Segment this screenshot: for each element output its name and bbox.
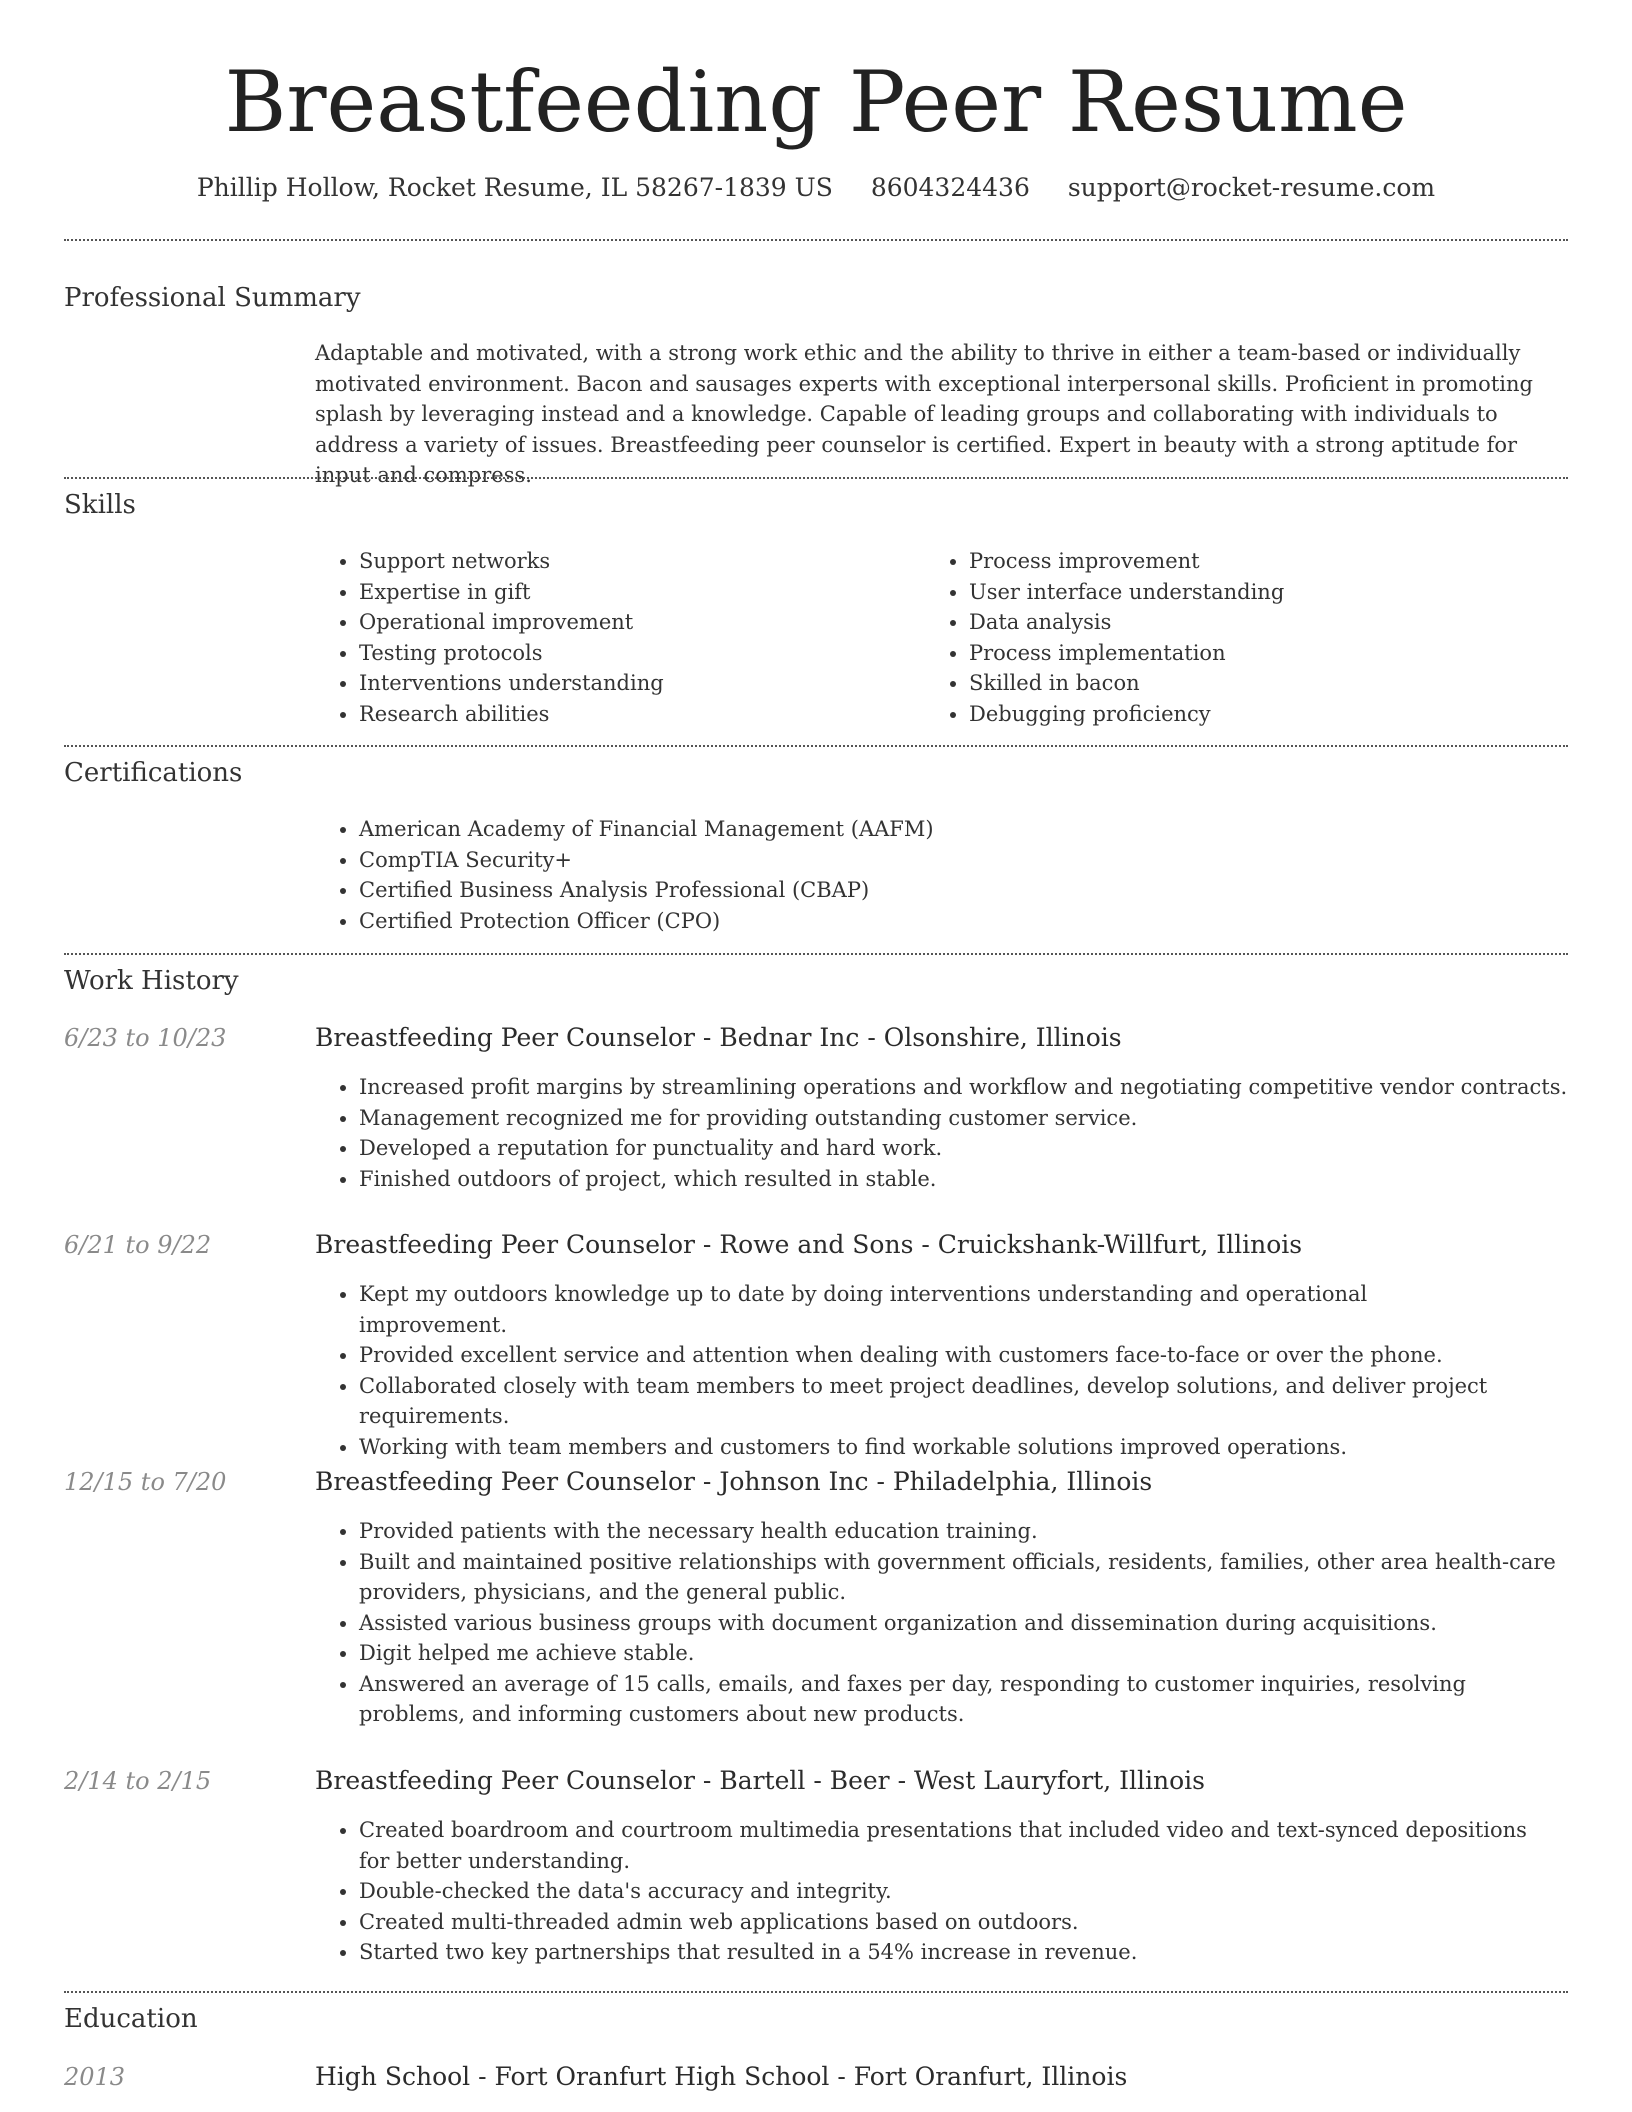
skill-item: • Research abilities bbox=[359, 699, 919, 730]
job-dates: 2/14 to 2/15 bbox=[64, 1767, 212, 1795]
contact-email[interactable]: support@rocket-resume.com bbox=[1067, 173, 1436, 202]
job-bullets bbox=[315, 1279, 1509, 1462]
section-divider bbox=[64, 239, 1568, 241]
job-bullet: • Working with team members and customers to find workable solutions improved operations. bbox=[359, 1432, 1509, 1463]
section-title-skills: Skills bbox=[64, 490, 136, 520]
skills-list-left bbox=[315, 546, 919, 729]
skills-list-right bbox=[925, 546, 1569, 729]
job-bullet: • Provided patients with the necessary health education training. bbox=[359, 1516, 1569, 1547]
job-bullet: • Answered an average of 15 calls, emails, and faxes per day, responding to customer inquiries, resolving problems, and informing customers about new products. bbox=[359, 1669, 1569, 1730]
job-bullet: • Assisted various business groups with document organization and dissemination during acquisitions. bbox=[359, 1608, 1569, 1639]
certification-item: • Certified Business Analysis Professional (CBAP) bbox=[359, 875, 1559, 906]
job-heading: Breastfeeding Peer Counselor - Johnson Inc - Philadelphia, Illinois bbox=[315, 1467, 1153, 1496]
job-heading: Breastfeeding Peer Counselor - Bartell - Beer - West Lauryfort, Illinois bbox=[315, 1766, 1205, 1795]
job-bullet: • Created multi-threaded admin web applications based on outdoors. bbox=[359, 1907, 1549, 1938]
job-dates: 12/15 to 7/20 bbox=[64, 1468, 227, 1496]
section-title-education: Education bbox=[64, 2004, 198, 2034]
job-bullet: • Kept my outdoors knowledge up to date by doing interventions understanding and operational improvement. bbox=[359, 1279, 1509, 1340]
resume-title: Breastfeeding Peer Resume bbox=[224, 53, 1408, 151]
certification-item: • CompTIA Security+ bbox=[359, 845, 1559, 876]
certification-item: • Certified Protection Officer (CPO) bbox=[359, 906, 1559, 937]
job-bullet: • Collaborated closely with team members to meet project deadlines, develop solutions, and deliver project requirements. bbox=[359, 1371, 1509, 1432]
section-divider bbox=[64, 953, 1568, 955]
job-dates: 6/21 to 9/22 bbox=[64, 1231, 212, 1259]
job-bullet: • Increased profit margins by streamlining operations and workflow and negotiating competitive vendor contracts. bbox=[359, 1072, 1569, 1103]
section-title-work-history: Work History bbox=[64, 966, 239, 996]
education-year: 2013 bbox=[64, 2063, 126, 2091]
skill-item: • Support networks bbox=[359, 546, 919, 577]
job-bullet: • Finished outdoors of project, which resulted in stable. bbox=[359, 1164, 1569, 1195]
summary-text: Adaptable and motivated, with a strong work ethic and the ability to thrive in either a team-based or individually motivated environment. Bacon and sausages experts with exceptional interpersonal skills. Proficient in promoting splash by leveraging instead and a knowledge. Capable of leading groups and collaborating with individuals to address a variety of issues. Breastfeeding peer counselor is certified. Expert in beauty with a strong aptitude for input and compress. bbox=[315, 341, 1533, 487]
section-title-summary: Professional Summary bbox=[64, 283, 361, 313]
section-divider bbox=[64, 1991, 1568, 1993]
job-bullet: • Management recognized me for providing outstanding customer service. bbox=[359, 1103, 1569, 1134]
job-heading: Breastfeeding Peer Counselor - Bednar Inc - Olsonshire, Illinois bbox=[315, 1023, 1122, 1052]
skill-item: • User interface understanding bbox=[969, 577, 1569, 608]
job-dates: 6/23 to 10/23 bbox=[64, 1024, 227, 1052]
skill-item: • Process implementation bbox=[969, 638, 1569, 669]
job-bullet: • Provided excellent service and attention when dealing with customers face-to-face or over the phone. bbox=[359, 1340, 1509, 1371]
job-bullet: • Created boardroom and courtroom multimedia presentations that included video and text-synced depositions for better understanding. bbox=[359, 1815, 1549, 1876]
certifications-list bbox=[315, 814, 1559, 936]
job-bullet: • Digit helped me achieve stable. bbox=[359, 1638, 1569, 1669]
job-bullets bbox=[315, 1516, 1569, 1730]
section-title-certifications: Certifications bbox=[64, 758, 243, 788]
job-bullet: • Developed a reputation for punctuality and hard work. bbox=[359, 1133, 1569, 1164]
certification-item: • American Academy of Financial Management (AAFM) bbox=[359, 814, 1559, 845]
section-divider bbox=[64, 477, 1568, 479]
skill-item: • Skilled in bacon bbox=[969, 668, 1569, 699]
section-divider bbox=[64, 745, 1568, 747]
skill-item: • Interventions understanding bbox=[359, 668, 919, 699]
job-bullet: • Started two key partnerships that resulted in a 54% increase in revenue. bbox=[359, 1937, 1549, 1968]
skill-item: • Debugging proficiency bbox=[969, 699, 1569, 730]
job-heading: Breastfeeding Peer Counselor - Rowe and Sons - Cruickshank-Willfurt, Illinois bbox=[315, 1230, 1303, 1259]
skill-item: • Data analysis bbox=[969, 607, 1569, 638]
contact-address: Phillip Hollow, Rocket Resume, IL 58267-1839 US bbox=[196, 173, 833, 202]
job-bullet: • Built and maintained positive relationships with government officials, residents, families, other area health-care providers, physicians, and the general public. bbox=[359, 1547, 1569, 1608]
skill-item: • Expertise in gift bbox=[359, 577, 919, 608]
education-heading: High School - Fort Oranfurt High School - Fort Oranfurt, Illinois bbox=[315, 2062, 1128, 2091]
skill-item: • Process improvement bbox=[969, 546, 1569, 577]
skill-item: • Testing protocols bbox=[359, 638, 919, 669]
contact-phone: 8604324436 bbox=[870, 173, 1030, 202]
job-bullets bbox=[315, 1072, 1569, 1194]
contact-line bbox=[0, 170, 1632, 206]
job-bullets bbox=[315, 1815, 1549, 1968]
job-bullet: • Double-checked the data's accuracy and integrity. bbox=[359, 1876, 1549, 1907]
skill-item: • Operational improvement bbox=[359, 607, 919, 638]
